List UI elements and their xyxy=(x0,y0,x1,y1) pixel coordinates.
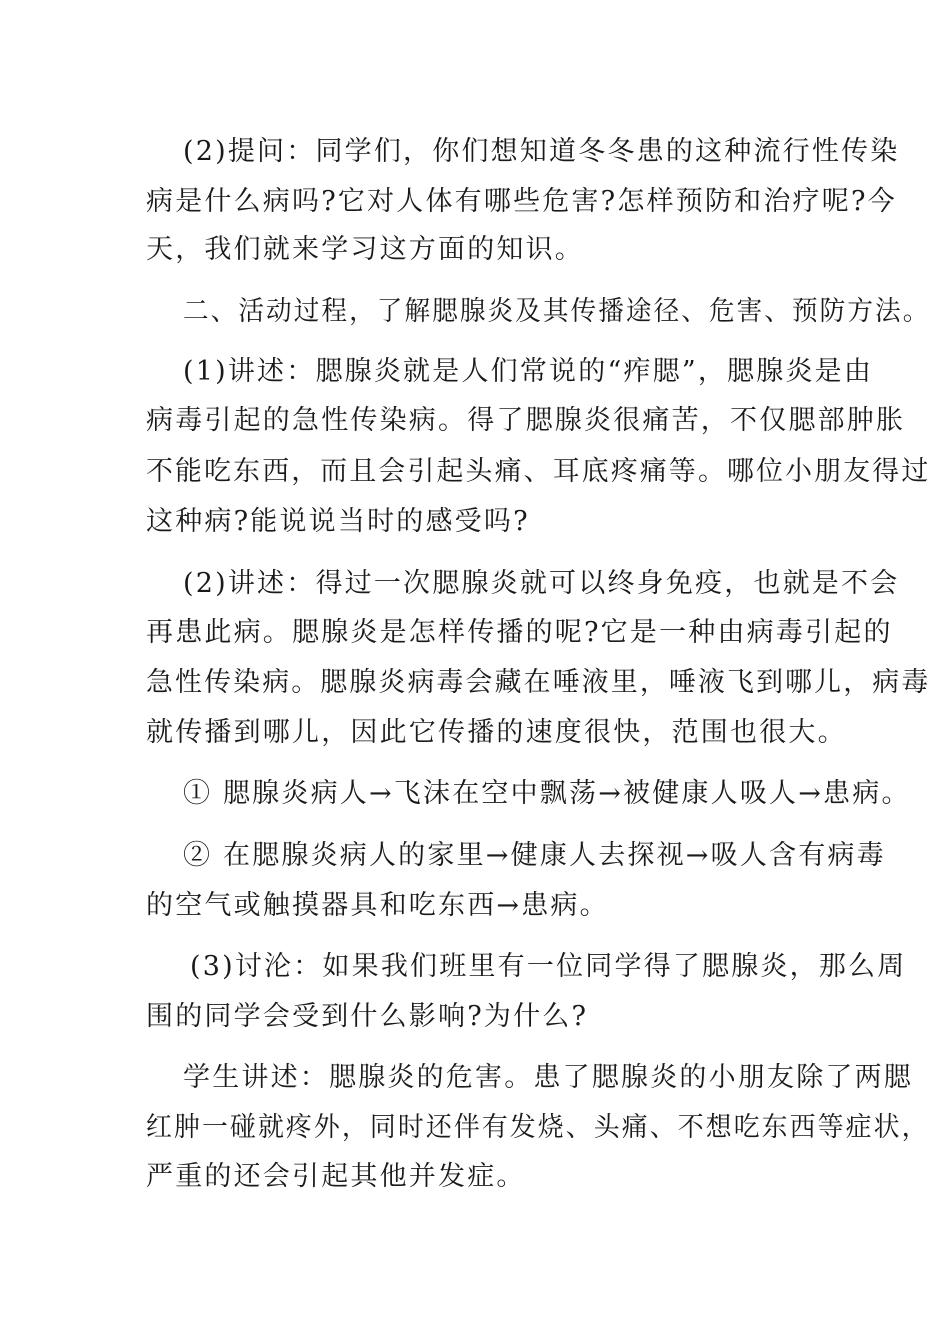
paragraph-line: 围的同学会受到什么影响?为什么? xyxy=(146,1001,589,1032)
paragraph-line: 病毒引起的急性传染病。得了腮腺炎很痛苦，不仅腮部肿胀 xyxy=(146,405,906,436)
list-item-continuation: 的空气或触摸器具和吃东西→患病。 xyxy=(146,890,609,921)
section-heading: 二、活动过程，了解腮腺炎及其传播途径、危害、预防方法。 xyxy=(183,296,931,327)
paragraph-line: 严重的还会引起其他并发症。 xyxy=(146,1161,526,1192)
paragraph-line: 红肿一碰就疼外，同时还伴有发烧、头痛、不想吃东西等症状， xyxy=(146,1112,930,1143)
list-item: ① 腮腺炎病人→飞沫在空中飘荡→被健康人吸人→患病。 xyxy=(183,778,911,809)
paragraph-line: 天，我们就来学习这方面的知识。 xyxy=(146,234,584,265)
paragraph-line: (2)讲述：得过一次腮腺炎就可以终身免疫，也就是不会 xyxy=(183,568,900,599)
paragraph-line: 就传播到哪儿，因此它传播的速度很快，范围也很大。 xyxy=(146,717,847,748)
paragraph-line: 学生讲述：腮腺炎的危害。患了腮腺炎的小朋友除了两腮 xyxy=(183,1062,913,1093)
paragraph-line: 再患此病。腮腺炎是怎样传播的呢?它是一种由病毒引起的 xyxy=(146,617,893,648)
paragraph-line: 这种病?能说说当时的感受吗? xyxy=(146,506,530,537)
paragraph-line: 病是什么病吗?它对人体有哪些危害?怎样预防和治疗呢?今 xyxy=(146,186,897,217)
paragraph-line: (2)提问：同学们，你们想知道冬冬患的这种流行性传染 xyxy=(183,136,900,167)
list-item: ② 在腮腺炎病人的家里→健康人去探视→吸人含有病毒 xyxy=(183,840,886,871)
paragraph-line: 不能吃东西，而且会引起头痛、耳底疼痛等。哪位小朋友得过 xyxy=(146,456,931,487)
paragraph-line: (1)讲述：腮腺炎就是人们常说的“痄腮”，腮腺炎是由 xyxy=(183,356,874,387)
paragraph-line: (3)讨沦：如果我们班里有一位同学得了腮腺炎，那么周 xyxy=(190,951,907,982)
paragraph-line: 急性传染病。腮腺炎病毒会藏在唾液里，唾液飞到哪儿，病毒 xyxy=(146,667,931,698)
